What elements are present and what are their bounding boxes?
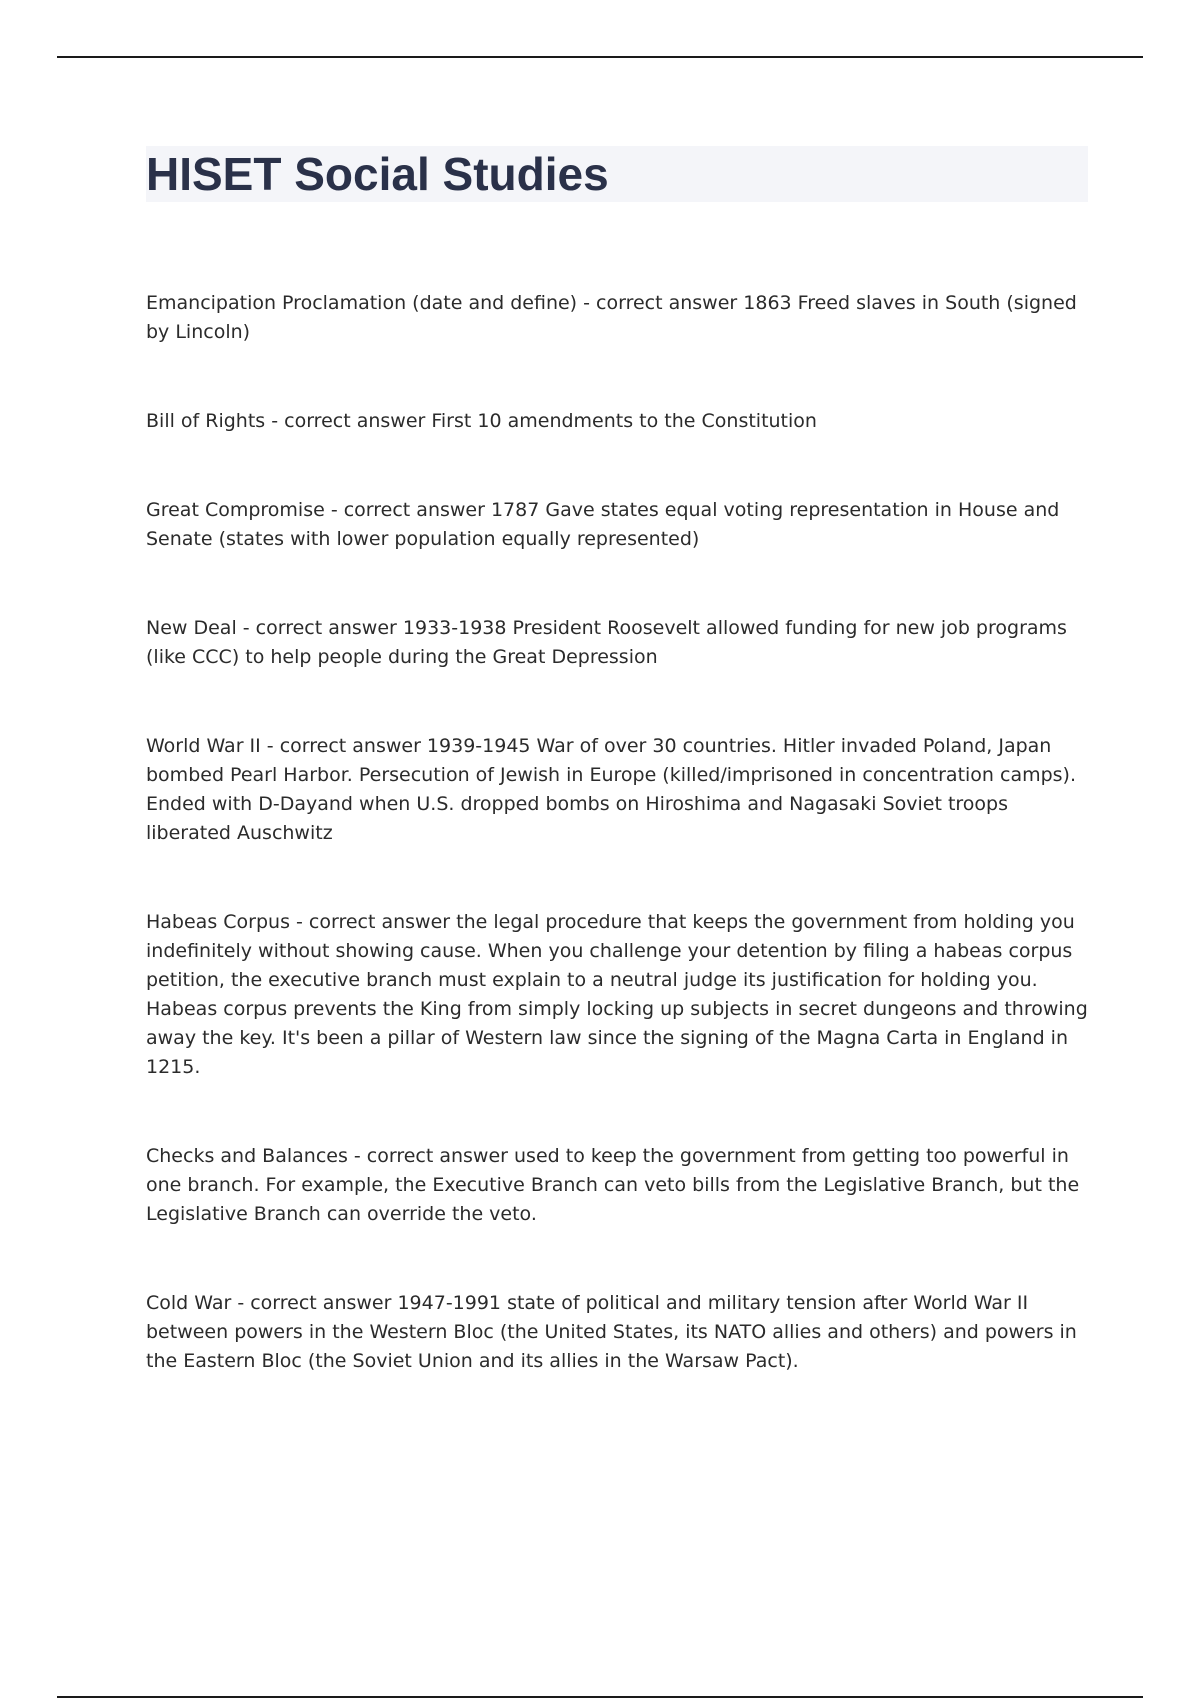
- flashcard-entry: Emancipation Proclamation (date and define) - correct answer 1863 Freed slaves in South (signed by Lincoln): [146, 292, 1077, 343]
- flashcard-entry: Habeas Corpus - correct answer the legal procedure that keeps the government from holding you indefinitely without showing cause. When you challenge your detention by filing a habeas corpus petition, the executive branch must explain to a neutral judge its justification for holding you. Habeas corpus prevents the King from simply locking up subjects in secret dungeons and throwing away the key. It's been a pillar of Western law since the signing of the Magna Carta in England in 1215.: [146, 911, 1088, 1078]
- flashcard-entry: Bill of Rights - correct answer First 10 amendments to the Constitution: [146, 410, 817, 432]
- document-title: HISET Social Studies: [146, 148, 609, 200]
- top-rule: [57, 56, 1143, 58]
- flashcard-entry: Great Compromise - correct answer 1787 Gave states equal voting representation in House and Senate (states with lower population equally represented): [146, 499, 1060, 550]
- flashcard-entry: Cold War - correct answer 1947-1991 state of political and military tension after World War II between powers in the Western Bloc (the United States, its NATO allies and others) and powers in the Eastern Bloc (the Soviet Union and its allies in the Warsaw Pact).: [146, 1292, 1077, 1372]
- bottom-rule: [57, 1696, 1143, 1698]
- flashcard-entry: World War II - correct answer 1939-1945 War of over 30 countries. Hitler invaded Poland, Japan bombed Pearl Harbor. Persecution of Jewish in Europe (killed/imprisoned in concentration camps). Ended with D-Dayand when U.S. dropped bombs on Hiroshima and Nagasaki Soviet troops liberated Auschwitz: [146, 735, 1077, 844]
- flashcard-list: [146, 289, 1096, 1436]
- flashcard-entry: New Deal - correct answer 1933-1938 President Roosevelt allowed funding for new job programs (like CCC) to help people during the Great Depression: [146, 617, 1067, 668]
- flashcard-entry: Checks and Balances - correct answer used to keep the government from getting too powerful in one branch. For example, the Executive Branch can veto bills from the Legislative Branch, but the Legislative Branch can override the veto.: [146, 1145, 1080, 1225]
